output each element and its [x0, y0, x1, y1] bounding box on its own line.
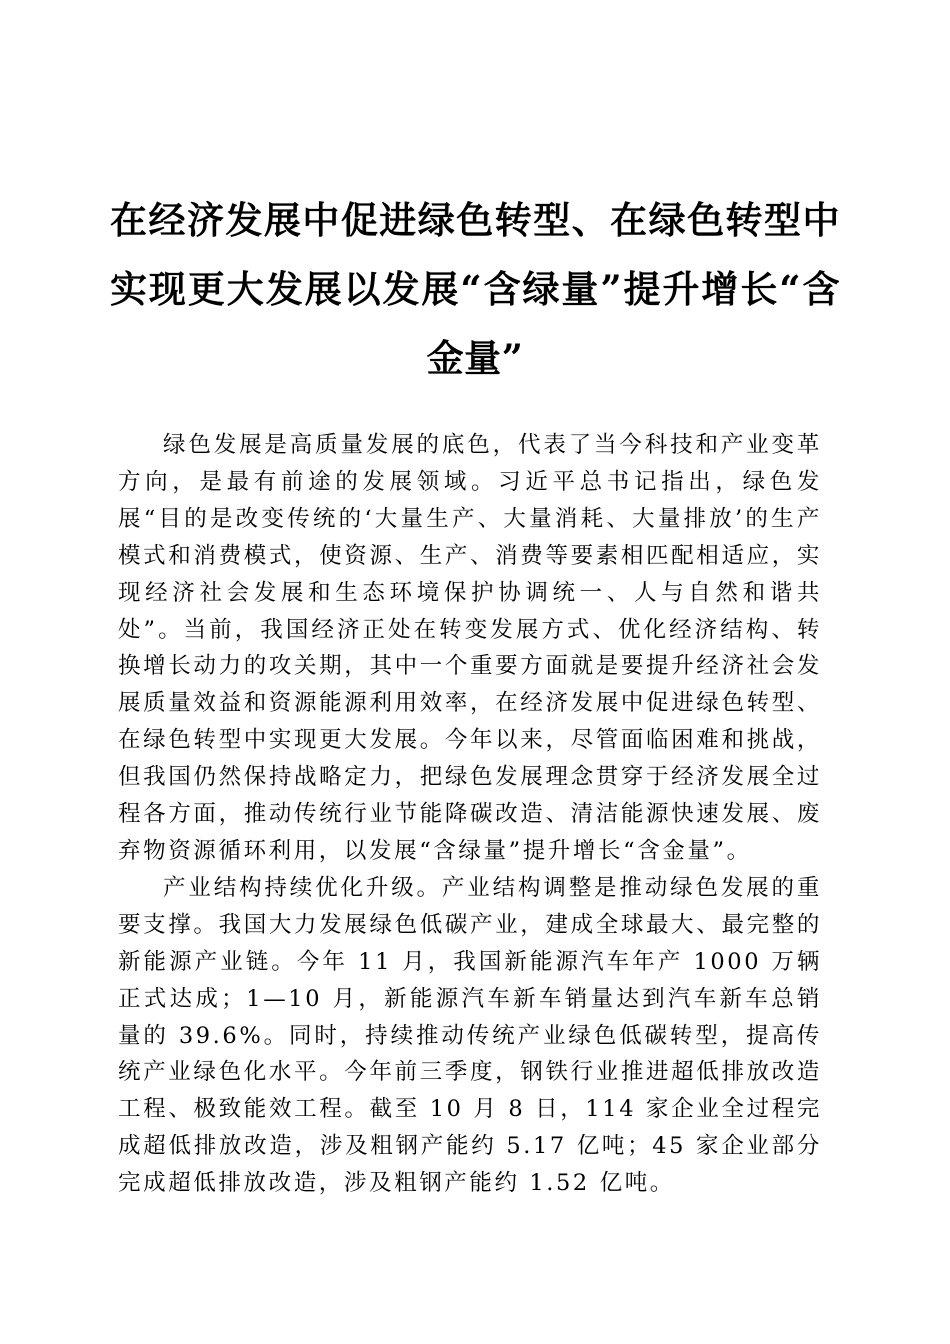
document-title: 在经济发展中促进绿色转型、在绿色转型中实现更大发展以发展“含绿量”提升增长“含金量” [110, 198, 840, 380]
body-paragraph-2: 产业结构持续优化升级。产业结构调整是推动绿色发展的重要支撑。我国大力发展绿色低碳产业，建成全球最大、最完整的新能源产业链。今年 11 月，我国新能源汽车年产 1000 万辆正式达成；1—10 月，新能源汽车新车销量达到汽车新车总销量的 39.6%。同时，持续推动传统产业绿色低碳转型，提高传统产业绿色化水平。今年前三季度，钢铁行业推进超低排放改造工程、极致能效工程。截至 10 月 8 日，114 家企业全过程完成超低排放改造，涉及粗钢产能约 5.17 亿吨；45 家企业部分完成超低排放改造，涉及粗钢产能约 1.52 亿吨。 [118, 874, 822, 1197]
body-paragraph-1: 绿色发展是高质量发展的底色，代表了当今科技和产业变革方向，是最有前途的发展领域。习近平总书记指出，绿色发展“目的是改变传统的‘大量生产、大量消耗、大量排放’的生产模式和消费模式，使资源、生产、消费等要素相匹配相适应，实现经济社会发展和生态环境保护协调统一、人与自然和谐共处”。当前，我国经济正处在转变发展方式、优化经济结构、转换增长动力的攻关期，其中一个重要方面就是要提升经济社会发展质量效益和资源能源利用效率，在经济发展中促进绿色转型、在绿色转型中实现更大发展。今年以来，尽管面临困难和挑战，但我国仍然保持战略定力，把绿色发展理念贯穿于经济发展全过程各方面，推动传统行业节能降碳改造、清洁能源快速发展、废弃物资源循环利用，以发展“含绿量”提升增长“含金量”。 [118, 432, 822, 864]
document-body [118, 427, 822, 1202]
